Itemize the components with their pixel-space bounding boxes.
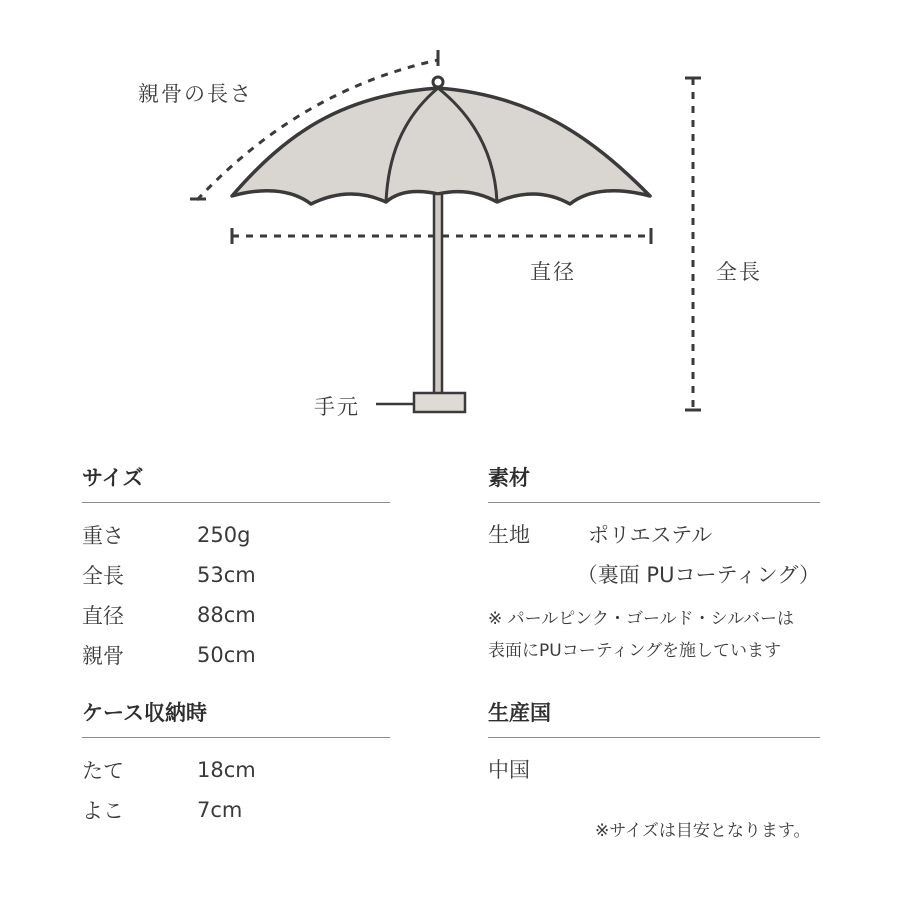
origin-value: 中国 <box>488 758 530 782</box>
spec-value: 50cm <box>197 643 256 667</box>
rib-length-label: 親骨の長さ <box>138 82 253 106</box>
material-note-line-2: 表面にPUコーティングを施しています <box>488 641 781 661</box>
spec-value: 250g <box>197 523 251 547</box>
material-label: 生地 <box>488 523 530 547</box>
umbrella-illustration <box>0 0 900 440</box>
spec-value: 18cm <box>197 758 256 782</box>
origin-section <box>488 697 820 790</box>
origin-section-title: 生産国 <box>488 697 820 738</box>
handle-label: 手元 <box>314 395 360 419</box>
size-section-title: サイズ <box>82 462 390 503</box>
spec-label: 直径 <box>82 604 124 628</box>
material-row-fabric <box>488 515 820 555</box>
umbrella-canopy <box>232 88 650 204</box>
size-disclaimer: ※サイズは目安となります。 <box>595 821 811 841</box>
spec-value: 88cm <box>197 603 256 627</box>
material-row-coating <box>488 555 820 595</box>
umbrella-shaft <box>434 194 442 394</box>
spec-label: 全長 <box>82 564 124 588</box>
spec-row-case-width <box>82 790 390 830</box>
total-length-label: 全長 <box>716 260 762 284</box>
size-section <box>82 462 390 675</box>
material-note-line-1: ※ パールピンク・ゴールド・シルバーは <box>488 609 795 629</box>
spec-row-total-length <box>82 555 390 595</box>
spec-value: 7cm <box>197 798 243 822</box>
case-section-title: ケース収納時 <box>82 697 390 738</box>
material-section-title: 素材 <box>488 462 820 503</box>
material-note <box>488 603 820 667</box>
spec-row-diameter <box>82 595 390 635</box>
umbrella-diagram <box>0 0 900 440</box>
spec-label: よこ <box>82 799 124 823</box>
umbrella-tip <box>433 77 443 87</box>
spec-row-weight <box>82 515 390 555</box>
material-section <box>488 462 820 667</box>
diameter-label: 直径 <box>530 260 576 284</box>
spec-label: たて <box>82 759 124 783</box>
spec-row-rib <box>82 635 390 675</box>
spec-label: 重さ <box>82 524 124 548</box>
spec-value: 53cm <box>197 563 256 587</box>
material-value: ポリエステル <box>588 523 713 547</box>
spec-row-case-height <box>82 750 390 790</box>
spec-label: 親骨 <box>82 644 124 668</box>
umbrella-handle <box>414 393 465 412</box>
material-coating: （裏面 PUコーティング） <box>576 563 820 587</box>
case-section <box>82 697 390 830</box>
